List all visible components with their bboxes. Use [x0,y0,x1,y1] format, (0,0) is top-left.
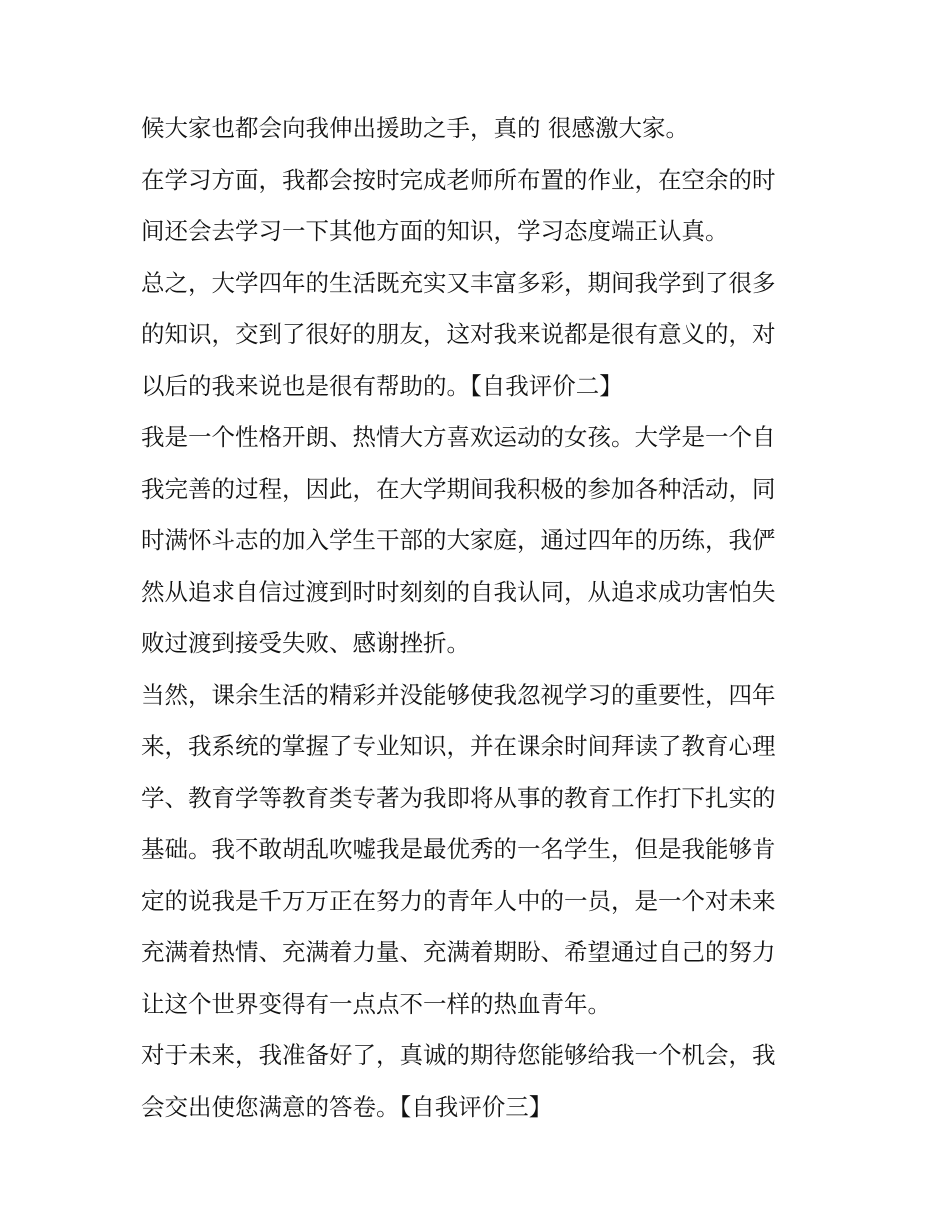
text-line: 定的说我是千万万正在努力的青年人中的一员，是一个对未来 [141,886,776,915]
text-line: 然从追求自信过渡到时时刻刻的自我认同，从追求成功害怕失 [141,577,776,606]
text-line: 我完善的过程，因此，在大学期间我积极的参加各种活动，同 [141,474,776,503]
text-line: 候大家也都会向我伸出援助之手，真的 很感激大家。 [141,114,689,142]
text-line: 学、教育学等教育类专著为我即将从事的教育工作打下扎实的 [141,783,776,812]
text-line: 让这个世界变得有一点点不一样的热血青年。 [141,989,611,1018]
text-line: 来，我系统的掌握了专业知识，并在课余时间拜读了教育心理 [141,732,776,760]
text-line: 当然，课余生活的精彩并没能够使我忽视学习的重要性，四年 [141,680,776,709]
text-line: 对于未来，我准备好了，真诚的期待您能够给我一个机会，我 [141,1041,776,1069]
text-line: 时满怀斗志的加入学生干部的大家庭，通过四年的历练，我俨 [141,526,776,554]
text-line: 会交出使您满意的答卷。【自我评价三】 [141,1092,553,1121]
text-line: 败过渡到接受失败、感谢挫折。 [141,629,470,657]
document-body [141,103,821,1133]
text-line: 充满着热情、充满着力量、充满着期盼、希望通过自己的努力 [141,938,776,966]
text-line: 间还会去学习一下其他方面的知识，学习态度端正认真。 [141,217,729,245]
text-line: 在学习方面，我都会按时完成老师所布置的作业，在空余的时 [141,165,776,194]
text-line: 我是一个性格开朗、热情大方喜欢运动的女孩。大学是一个自 [141,423,776,451]
text-line: 总之，大学四年的生活既充实又丰富多彩，期间我学到了很多 [141,268,776,297]
text-line: 基础。我不敢胡乱吹嘘我是最优秀的一名学生，但是我能够肯 [141,835,776,863]
text-line: 以后的我来说也是很有帮助的。【自我评价二】 [141,371,623,400]
text-line: 的知识，交到了很好的朋友，这对我来说都是很有意义的，对 [141,320,776,348]
